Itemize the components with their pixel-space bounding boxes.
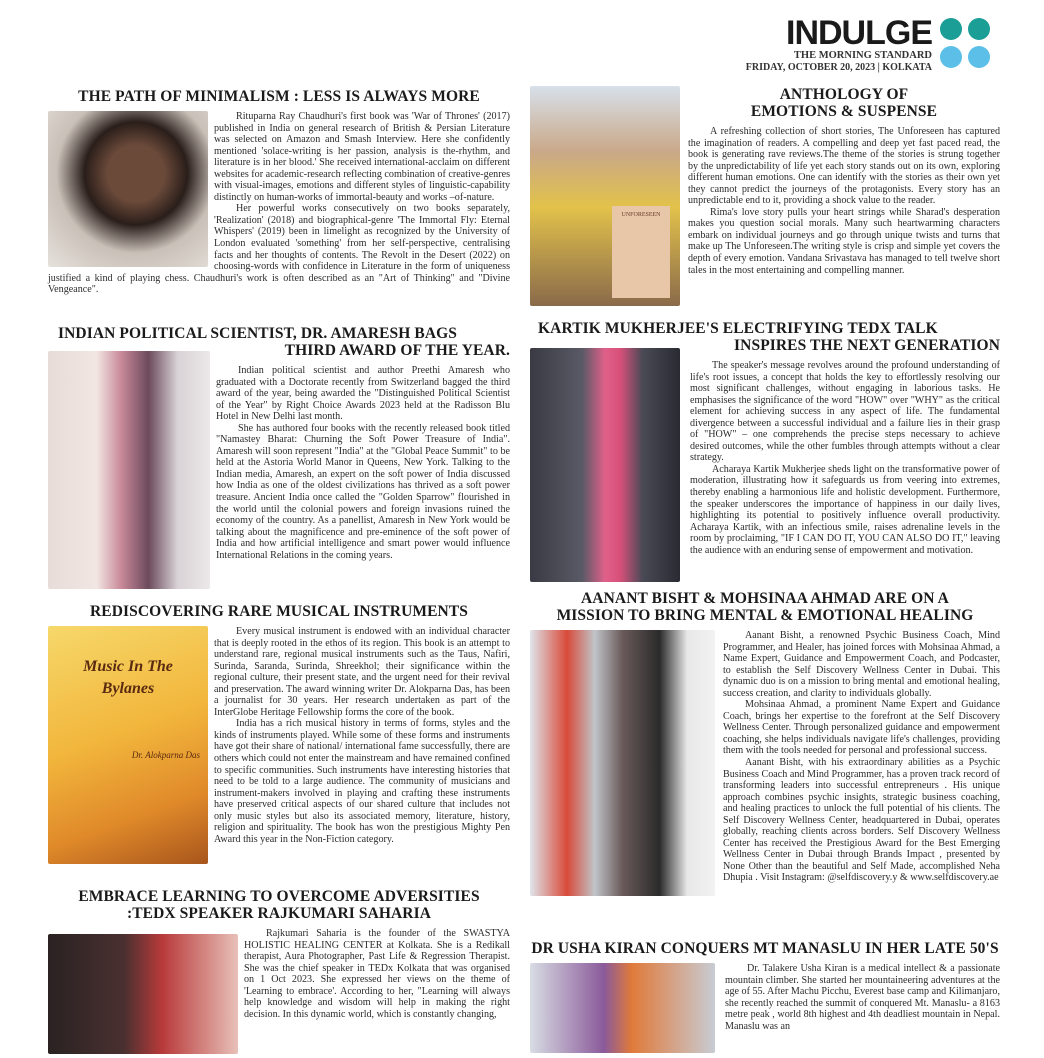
paragraph: Dr. Talakere Usha Kiran is a medical intellect & a passionate mountain climber. She started her mountaineering adventures at the age of 55. After Machu Picchu, Everest base camp and Kilimanjaro, she recently reached the summit of conquered Mt. Manaslu- a 8163 metre peak , world 8th highest and 4th deadliest mountain in Nepal. Manaslu was an	[725, 963, 1000, 1032]
dateline: FRIDAY, OCTOBER 20, 2023 | KOLKATA	[745, 62, 932, 73]
book-cover	[612, 206, 670, 298]
article-anthology	[530, 86, 1000, 310]
headline: REDISCOVERING RARE MUSICAL INSTRUMENTS	[89, 603, 469, 620]
logo-dot	[968, 46, 990, 68]
headline: EMBRACE LEARNING TO OVERCOME ADVERSITIES :TEDX SPEAKER RAJKUMARI SAHARIA	[78, 888, 480, 922]
paragraph: Acharaya Kartik Mukherjee sheds light on the transformative power of moderation, illustrating how it safeguards us from veering into extremes, thereby enabling a harmonious life and holistic development. Furthermore, the speaker underscores the importance of happiness in our daily lives, highlighting its potential to positively influence overall productivity. Acharaya Kartik, with an infectious smile, raises adrenaline levels in the room by proclaiming, "IF I CAN DO IT, YOU CAN ALSO DO IT," leaving the audience with an enduring sense of empowerment and motivation.	[690, 463, 1000, 556]
headline: AANANT BISHT & MOHSINAA AHMAD ARE ON A MISSION TO BRING MENTAL & EMOTIONAL HEALING	[556, 590, 974, 624]
paragraph: India has a rich musical history in terms of forms, styles and the kinds of instruments played. While some of these forms and instruments have got their share of national/ international fame successfully, there are others which could not enter the mainstream and have remained confined to specific communities. Such instruments have interesting histories that need to be told to a large audience. The community of musicians and instrument-makers involved in playing and crafting these instruments have preserved critical aspects of our shared culture that includes not only music styles but also its associated memory, literature, history, religion and spirituality. The book has won the prestigious Mighty Pen Award this year in the Non-Fiction category.	[214, 718, 510, 845]
book-title: UNFORESEEN	[621, 212, 661, 218]
paragraph: Indian political scientist and author Preethi Amaresh who graduated with a Doctorate recently from Switzerland bagged the third award of the year, being awarded the "Distinguished Political Scientist of the Year" by Right Choice Awards 2023 held at the Radisson Blu Hotel in New Delhi last month.	[216, 365, 510, 423]
brand-logo: INDULGE	[786, 14, 932, 52]
book-cover	[48, 626, 208, 864]
paragraph: She has authored four books with the recently released book titled "Namastey Bharat: Churning the Soft Power Treasure of India". Amaresh will soon represent "India" at the "Global Peace Summit" to be held at the Astoria World Manor in Queens, New York. Talking to the Indian media, Amaresh, an expert on the soft power of India discussed how India as one of the oldest civilizations has thrived as a soft power treasure. Ancient India once called the "Golden Sparrow" flourished in the world until the colonial powers and foreign invasions ruined the economy of the country. As a panellist, Amaresh in New York would be talking about the magnificence and pre-eminence of the soft power of India and how artificial intelligence and smart power would influence International Relations in the coming years.	[216, 422, 510, 561]
headline: INDIAN POLITICAL SCIENTIST, DR. AMARESH BAGS THIRD AWARD OF THE YEAR.	[58, 325, 510, 359]
climber-photo	[530, 963, 715, 1053]
author-photo	[530, 86, 680, 306]
headline: DR USHA KIRAN CONQUERS MT MANASLU IN HER LATE 50'S	[531, 940, 999, 957]
article-bisht-ahmad	[530, 590, 1000, 900]
article-kartik	[530, 320, 1000, 582]
paragraph: Rima's love story pulls your heart strings while Sharad's desperation makes you question social morals. Many such heartwarming characters embark on individual journeys and go through unique twists and turns that make up The Unforeseen.The writing style is crisp and simple yet covers the depth of every emotion. Vandana Srivastava has managed to tell twelve short tales in the most entertaining and compelling manner.	[688, 206, 1000, 276]
paragraph: The speaker's message revolves around the profound understanding of life's root issues, a concept that holds the key to effortlessly resolving our most significant challenges, without engaging in laborious tasks. He emphasises the significance of the word "HOW" over "WHY" as the critical element for achieving success in any aspect of life. The fundamental divergence between a successful individual and a failure lies in their grasp of "HOW" – one comprehends the precise steps necessary to achieve desired outcomes, while the other fumbles through attempts without a clear strategy.	[690, 360, 1000, 464]
cover-author: Dr. Alokparna Das	[131, 750, 200, 760]
logo-dot	[940, 46, 962, 68]
paragraph: Mohsinaa Ahmad, a prominent Name Expert and Guidance Coach, brings her expertise to the forefront at the Self Discovery Wellness Center. Through personalized guidance and empowerment coaching, she helps individuals navigate life's challenges, providing them with the tools needed for personal and professional success.	[723, 699, 1000, 757]
speaker-photo	[48, 934, 238, 1054]
logo-dot	[940, 18, 962, 40]
logo-dot	[968, 18, 990, 40]
cover-title: Bylanes	[101, 680, 155, 697]
headline: ANTHOLOGY OF EMOTIONS & SUSPENSE	[750, 86, 938, 120]
paragraph: Aanant Bisht, a renowned Psychic Business Coach, Mind Programmer, and Healer, has joined forces with Mohsinaa Ahmad, a Name Expert, Guidance and Empowerment Coach, and Podcaster, to establish the Self Discovery Wellness Center in Dubai. This dynamic duo is on a mission to bring mental and emotional healing, success creation, and clarity to individuals globally.	[723, 630, 1000, 699]
paragraph: Aanant Bisht, with his extraordinary abilities as a Psychic Business Coach and Mind Programmer, has a proven track record of transforming leaders into successful entrepreneurs . His unique approach combines psychic insights, strategic business coaching, and healing practices to unlock the full potential of his clients. The Self Discovery Wellness Center, headquartered in Dubai, operates globally, reaching clients across borders. Self Discovery Wellness Center has received the Prestigious Award for the Best Emerging Wellness Center in Dubai through Brands Impact , presented by None Other than the beautiful and Self Made, accomplished Neha Dhupia . Visit Instagram: @selfdiscovery.y & www.selfdiscovery.ae	[723, 757, 1000, 884]
paragraph: A refreshing collection of short stories, The Unforeseen has captured the imagination of readers. A compelling and deep yet fast paced read, the book is generating rave reviews.The theme of the stories is strung together by the unpredictability of life yet each story stands out on its own, exploring different human emotions. One can identify with the stories as their own yet they cannot predict the journeys of the protagonists. Every story has an unpredictable end to it, providing a shock value to the reader.	[688, 126, 1000, 207]
article-amaresh	[48, 325, 510, 593]
headline: THE PATH OF MINIMALISM : LESS IS ALWAYS MORE	[78, 88, 480, 105]
paragraph: Rituparna Ray Chaudhuri's first book was 'War of Thrones' (2017) published in India on general research of British & Persian Literature was selected on Amazon and Smash Interview. Here she confidently mentioned 'solace-writing is her passion, analysis is the-rhythm, and literature is in her blood.' She received international-acclaim on different websites for academic-research reflecting combination of creative-genres with visual-images, emotions and different styles of linguistic-capability distinctly on human-works of immortal-beauty and works –of-nature.	[214, 111, 510, 203]
author-photo	[48, 111, 208, 267]
cover-title: Music In The	[83, 658, 173, 675]
article-usha-kiran	[530, 940, 1000, 1057]
newspaper-name: THE MORNING STANDARD	[793, 50, 932, 61]
paragraph: Rajkumari Saharia is the founder of the SWASTYA HOLISTIC HEALING CENTER at Kolkata. She is a Redikall therapist, Aura Photographer, Past Life & Regression Therapist. She was the chief speaker in TEDx Kolkata that was organised on 1 Oct 2023. She expressed her views on the theme of 'Learning to embrace'. According to her, "Learning will always help knowledge and wisdom will help in making the right decision. In this dynamic world, which is constantly changing,	[244, 928, 510, 1020]
article-minimalism	[48, 88, 510, 296]
headline: KARTIK MUKHERJEE'S ELECTRIFYING TEDX TALK INSPIRES THE NEXT GENERATION	[538, 320, 1000, 354]
article-saharia	[48, 888, 510, 1058]
speaker-photo	[530, 348, 680, 582]
award-photo	[48, 351, 210, 589]
masthead	[740, 12, 1000, 74]
paragraph: Her powerful works consecutively on two books separately, 'Realization' (2018) and biographical-genre 'The Immortal Fly: Eternal Whispers' (2019) been in limelight as recognized by the University of London evaluated 'something' from her self-perspective, centralising facts and her thoughts of contents. The Revolt in the Desert (2022) on choosing-words with confidence in Literature in the form of uniqueness justified a kind of playing chess. Chaudhuri's work is often described as an "Art of Thinking" and "Divine Vengeance".	[48, 203, 510, 296]
award-photo	[530, 630, 715, 896]
article-musical-instruments	[48, 603, 510, 868]
paragraph: Every musical instrument is endowed with an individual character that is deeply rooted in the ethos of its region. This book is an attempt to understand rare, regional musical instruments such as the Taus, Nafiri, Surinda, Saranda, Surinda, Shreekhol; their significance within the regional culture, their present state, and the urgent need for their revival and preservation. The award winning writer Dr. Alokparna Das, has been a journalist for 30 years. Her research undertaken as part of the InterGlobe Heritage Fellowship forms the core of the book.	[214, 626, 510, 718]
